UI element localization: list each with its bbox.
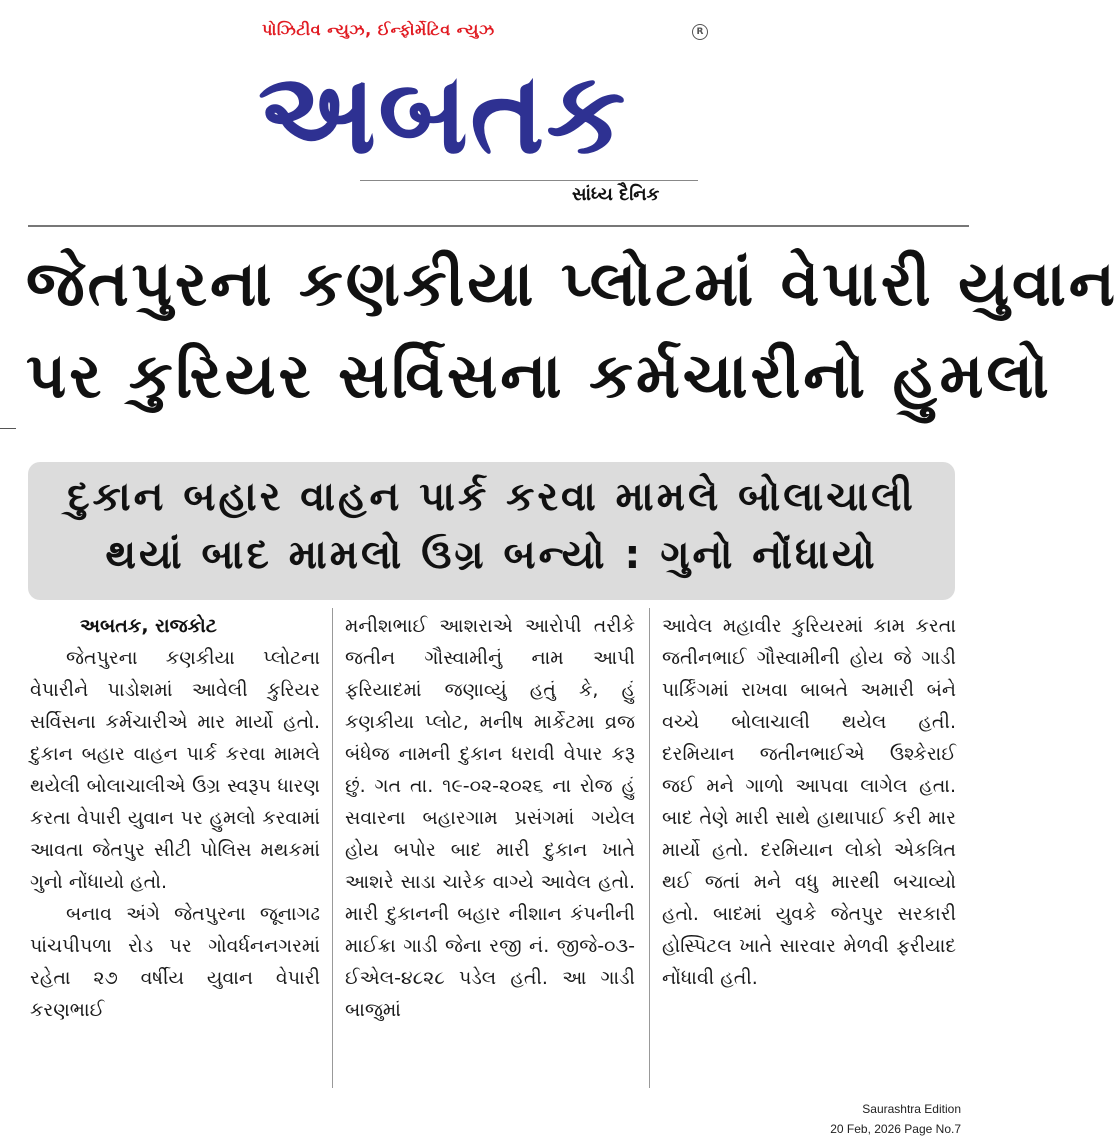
column-1-paragraph-2 bbox=[30, 898, 320, 1026]
article-column-2 bbox=[345, 610, 635, 1026]
headline-line-2: પર કુરિયર સર્વિસના કર્મચારીનો હુમલો bbox=[26, 339, 1052, 412]
headline-line-1: જેતપુરના કણકીયા પ્લોટમાં વેપારી યુવાન bbox=[26, 247, 1118, 320]
article-column-1 bbox=[30, 610, 320, 1026]
logo-underline bbox=[360, 180, 698, 181]
article-column-3 bbox=[662, 610, 956, 994]
edition-label: Saurashtra Edition bbox=[862, 1102, 961, 1116]
registered-mark-icon: R bbox=[692, 24, 708, 40]
column-divider bbox=[332, 608, 333, 1088]
column-2-paragraph-1: મનીશભાઈ આશરાએ આરોપી તરીકે જતીન ગૌસ્વામીનું નામ આપી ફરિયાદમાં જણાવ્યું હતું કે, હું કણકીયા પ્લોટ, મનીષ માર્કેટમા વ્રજ બંધેજ નામની દુકાન ધરાવી વેપાર કરૂ છું. ગત તા. ૧૯-૦૨-૨૦૨૬ ના રોજ હું સવારના બહારગામ પ્રસંગમાં ગયેલ હોય બપોર બાદ મારી દુકાન ખાતે આશરે સાડા ચારેક વાગ્યે આવેલ હતો. મારી દુકાનની બહાર નીશાન કંપનીની માઈક્રા ગાડી જેના રજી નં. જીજે-૦૩-ઈએલ-૪૮૨૮ પડેલ હતી. આ ગાડી બાજુમાં bbox=[345, 615, 635, 1021]
column-1-paragraph-1 bbox=[30, 642, 320, 898]
newspaper-logo: અબતક bbox=[258, 49, 628, 179]
column-1-paragraph-2-text: બનાવ અંગે જેતપુરના જૂનાગઢ પાંચપીપળા રોડ પર ગોવર્ધનનગરમાં રહેતા ૨૭ વર્ષીય યુવાન વેપારી કરણભાઈ bbox=[30, 903, 320, 1021]
masthead-divider bbox=[28, 225, 969, 227]
page-info: 20 Feb, 2026 Page No.7 bbox=[830, 1122, 961, 1136]
column-divider bbox=[649, 608, 650, 1088]
column-1-paragraph-1-text: જેતપુરના કણકીયા પ્લોટના વેપારીને પાડોશમાં આવેલી કુરિયર સર્વિસના કર્મચારીએ માર માર્યો હતો. દુકાન બહાર વાહન પાર્ક કરવા મામલે થયેલી બોલાચાલીએ ઉગ્ર સ્વરૂપ ધારણ કરતા વેપારી યુવાન પર હુમલો કરવામાં આવતા જેતપુર સીટી પોલિસ મથકમાં ગુનો નોંધાયો હતો. bbox=[30, 647, 320, 893]
subheadline-line-1: દુકાન બહાર વાહન પાર્ક કરવા મામલે બોલાચાલી bbox=[67, 474, 916, 520]
masthead bbox=[250, 14, 720, 209]
masthead-subtitle: સાંધ્ય દૈનિક bbox=[572, 184, 660, 205]
column-3-paragraph-1: આવેલ મહાવીર કુરિયરમાં કામ કરતા જતીનભાઈ ગૌસ્વામીની હોય જે ગાડી પાર્કિંગમાં રાખવા બાબતે અમારી બંને વચ્ચે બોલાચાલી થયેલ હતી. દરમિયાન જતીનભાઈએ ઉશ્કેરાઈ જઈ મને ગાળો આપવા લાગેલ હતા. બાદ તેણે મારી સાથે હાથાપાઈ કરી માર માર્યો હતો. દરમિયાન લોકો એકત્રિત થઈ જતાં મને વધુ મારથી બચાવ્યો હતો. બાદમાં યુવકે જેતપુર સરકારી હોસ્પિટલ ખાતે સારવાર મેળવી ફરીયાદ નોંધાવી હતી. bbox=[662, 615, 956, 989]
subheadline-line-2: થયાં બાદ મામલો ઉગ્ર બન્યો : ગુનો નોંધાયો bbox=[105, 532, 878, 578]
article-dateline: અબતક, રાજકોટ bbox=[80, 615, 217, 637]
margin-tick bbox=[0, 428, 16, 429]
masthead-tagline: પોઝિટીવ ન્યુઝ, ઈન્ફોર્મેટિવ ન્યુઝ bbox=[262, 20, 495, 39]
article-headline bbox=[26, 238, 1118, 422]
subheadline-box bbox=[28, 462, 955, 600]
